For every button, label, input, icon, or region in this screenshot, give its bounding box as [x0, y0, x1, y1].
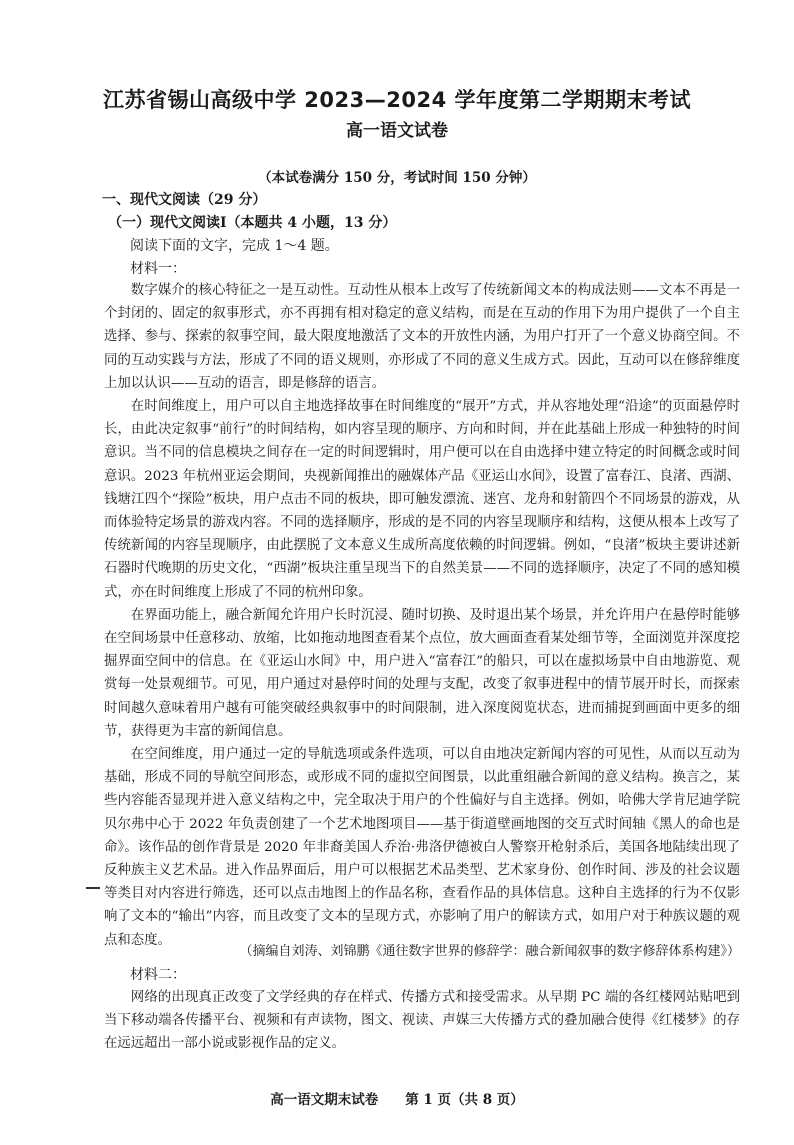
- material-two-label: 材料二：: [130, 967, 186, 983]
- section-heading: 一、现代文阅读（29 分）: [102, 192, 267, 208]
- paragraph: 在界面功能上，融合新闻允许用户长时沉浸、随时切换、及时退出某个场景，并允许用户在悬停时能够在空间场景中任意移动、放缩，比如拖动地图查看某个点位，放大画面查看某处细节等，全面浏览并深度挖掘界面空间中的信息。在《亚运山水间》中，用户进入“富春江”的船只，可以在虚拟场景中自由地游览、观赏每一处景观细节。可见，用户通过对悬停时间的处理与支配，改变了叙事进程中的情节展开时长，而探索时间越久意味着用户越有可能突破经典叙事中的时间限制，进入深度阅览状态，进而捕捉到画面中更多的细节，获得更为丰富的新闻信息。: [104, 607, 740, 739]
- margin-mark: [86, 887, 100, 889]
- subsection-heading: （一）现代文阅读Ⅰ（本题共 4 小题，13 分）: [108, 215, 397, 231]
- material-one-body: [104, 279, 740, 952]
- paragraph: 在空间维度，用户通过一定的导航选项或条件选项，可以自由地决定新闻内容的可见性，从而以互动为基础，形成不同的导航空间形态，或形成不同的虚拟空间图景，以此重组融合新闻的意义结构。换言之，某些内容能否显现并进入意义结构之中，完全取决于用户的个性偏好与自主选择。例如，哈佛大学肯尼迪学院贝尔弗中心于 2022 年负责创建了一个艺术地图项目——基于街道壁画地图的交互式时间轴《黑人的命也是命》。该作品的创作背景是 2020 年非裔美国人乔治·弗洛伊德被白人警察开枪射杀后，美国各地陆续出现了反种族主义艺术品。进入作品界面后，用户可以根据艺术品类型、艺术家身份、创作时间、涉及的社会议题等类目对内容进行筛选，还可以点击地图上的作品名称，查看作品的具体信息。这种自主选择的行为不仅影响了文本的“输出”内容，而且改变了文本的呈现方式，亦影响了用户的解读方式，如用户对于种族议题的观点和态度。: [104, 747, 740, 948]
- page-footer: 高一语文期末试卷 第 1 页（共 8 页）: [270, 1092, 524, 1108]
- exam-subtitle: 高一语文试卷: [346, 121, 448, 141]
- paragraph: 在时间维度上，用户可以自主地选择故事在时间维度的“展开”方式，并从容地处理“沿途”的页面悬停时长，由此决定叙事“前行”的时间结构，如内容呈现的顺序、方向和时间，并在此基础上形成一种独特的时间意识。当不同的信息模块之间存在一定的时间逻辑时，用户便可以在自由选择中建立特定的时间概念或时间意识。2023 年杭州亚运会期间，央视新闻推出的融媒体产品《亚运山水间》，设置了富春江、良渚、西湖、钱塘江四个“探险”板块，用户点击不同的板块，即可触发漂流、迷宫、龙舟和射箭四个不同场景的游戏，从而体验特定场景的游戏内容。不同的选择顺序，形成的是不同的内容呈现顺序和结构，这便从根本上改写了传统新闻的内容呈现顺序，由此摆脱了文本意义生成所高度依赖的时间逻辑。例如，“良渚”板块主要讲述新石器时代晚期的历史文化，“西湖”板块注重呈现当下的自然美景——不同的选择顺序，决定了不同的感知模式，亦在时间维度上形成了不同的杭州印象。: [104, 399, 740, 600]
- exam-note: （本试卷满分 150 分，考试时间 150 分钟）: [258, 170, 536, 186]
- paragraph: 数字媒介的核心特征之一是互动性。互动性从根本上改写了传统新闻文本的构成法则——文本不再是一个封闭的、固定的叙事形式，亦不再拥有相对稳定的意义结构，而是在互动的作用下为用户提供了一个自主选择、参与、探索的叙事空间，最大限度地激活了文本的开放性内涵，为用户打开了一个意义协商空间。不同的互动实践与方法，形成了不同的语义规则，亦形成了不同的意义生成方式。因此，互动可以在修辞维度上加以认识——互动的语言，即是修辞的语言。: [104, 283, 740, 391]
- source-citation: （摘编自刘涛、刘锦鹏《通往数字世界的修辞学：融合新闻叙事的数字修辞体系构建》）: [239, 944, 740, 959]
- reading-instruction: 阅读下面的文字，完成 1～4 题。: [130, 238, 339, 254]
- material-one-label: 材料一：: [130, 261, 186, 277]
- exam-title: 江苏省锡山高级中学 2023—2024 学年度第二学期期末考试: [102, 88, 691, 112]
- paragraph: 网络的出现真正改变了文学经典的存在样式、传播方式和接受需求。从早期 PC 端的各红楼网站贴吧到当下移动端各传播平台、视频和有声读物，图文、视读、声媒三大传播方式的叠加融合使得《红楼梦》的存在远远超出一部小说或影视作品的定义。: [104, 990, 740, 1052]
- material-two-body: [104, 986, 740, 1056]
